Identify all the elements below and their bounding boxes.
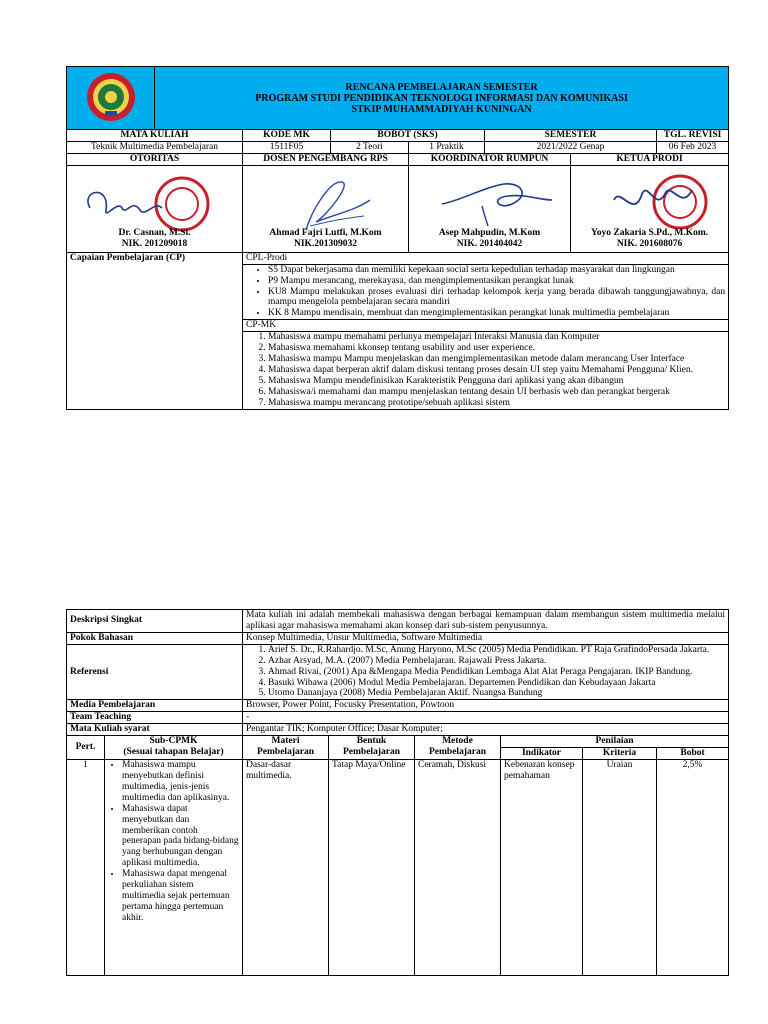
koordinator-name: Asep Mahpudin, M.Kom	[438, 227, 541, 238]
header-metode-line-2: Pembelajaran	[429, 747, 486, 758]
label-kode-mk: KODE MK	[243, 130, 331, 142]
deskripsi-value: Mata kuliah ini adalah membekali mahasiswa dengan berbagai kemampuan dalam membangun sistem multimedia melalui aplikasi agar mahasiswa memahami akan konsep dari sub-sistem penyusunnya.	[243, 610, 729, 633]
header-bentuk	[329, 736, 415, 760]
syarat-value: Pengantar TIK; Komputer Office; Dasar Komputer;	[243, 724, 729, 736]
koordinator-nik: NIK. 201404042	[456, 238, 523, 249]
cp-mk-item: 7. Mahasiswa mampu merancang prototipe/sebuah aplikasi sistem	[268, 398, 725, 409]
course-label-row	[67, 130, 729, 142]
row-indikator: Kebenaran konsep pemahaman	[501, 759, 583, 975]
stkip-logo	[80, 71, 142, 123]
cp-prodi-title-row	[67, 252, 729, 264]
cp-prodi-list	[243, 264, 729, 320]
header-pert: Pert.	[67, 736, 105, 760]
cp-prodi-title: CPL-Prodi	[243, 252, 729, 264]
value-kode-mk: 1511F05	[243, 141, 331, 153]
signature-ketua	[571, 165, 729, 252]
cp-mk-item: 2. Mahasiswa memahami kkonsep tentang usability and user experience.	[268, 343, 725, 354]
header-metode	[415, 736, 501, 760]
row-metode: Ceramah, Diskusi	[415, 759, 501, 975]
header-kriteria: Kriteria	[583, 748, 657, 760]
referensi-item: 4. Basuki Wibawa (2006) Modul Media Pembelajaran. Departemen Pendidikan dan Kebudayaan Jakarta	[268, 678, 725, 689]
referensi-item: 3. Ahmad Rivai, (2001) Apa &Mengapa Media Pendidikan Lembaga Alat Alat Peraga Pengajaran. IKIP Bandung.	[268, 667, 725, 678]
signature-dosen	[243, 165, 409, 252]
row-materi: Dasar-dasar multimedia.	[243, 759, 329, 975]
cp-mk-list	[243, 332, 729, 409]
header-sub-cpmk-line-2: (Sesuai tahapan Belajar)	[123, 747, 224, 758]
syarat-label: Mata Kuliah syarat	[67, 724, 243, 736]
value-mata-kuliah: Teknik Multimedia Pembelajaran	[67, 141, 243, 153]
sub-cpmk-item: • Mahasiswa dapat menyebutkan dan memberikan contoh penerapan pada bidang-bidang yang berhubungan dengan aplikasi multimedia.	[122, 804, 239, 870]
header-line-2: PROGRAM STUDI PENDIDIKAN TEKNOLOGI INFORMASI DAN KOMUNIKASI	[255, 92, 628, 104]
dosen-nik: NIK.201309032	[293, 238, 358, 249]
label-mata-kuliah: MATA KULIAH	[67, 130, 243, 142]
header-bobot: Bobot	[657, 748, 729, 760]
header-line-1: RENCANA PEMBELAJARAN SEMESTER	[345, 81, 538, 93]
cp-label: Capaian Pembelajaran (CP)	[67, 252, 243, 409]
label-dosen-pengembang: DOSEN PENGEMBANG RPS	[243, 153, 409, 165]
value-teori: 2 Teori	[331, 141, 409, 153]
row-sub-cpmk	[105, 759, 243, 975]
cp-mk-title: CP-MK	[243, 320, 729, 332]
sub-cpmk-item: • Mahasiswa mampu menyebutkan definisi multimedia, jenis-jenis multimedia dan aplikasinya.	[122, 760, 239, 804]
authority-label-row	[67, 153, 729, 165]
media-value: Browser, Power Point, Focusky Presentation, Powtoon	[243, 700, 729, 712]
media-row	[67, 700, 729, 712]
deskripsi-label: Deskripsi Singkat	[67, 610, 243, 633]
cp-mk-item: 5. Mahasiswa Mampu mendefinisikan Karakteristik Pengguna dari aplikasi yang akan dibangun	[268, 376, 725, 387]
header-bentuk-line-1: Bentuk	[356, 736, 387, 747]
referensi-item: 5. Utomo Dananjaya (2008) Media Pembelajaran Aktif. Nuangsa Bandung	[268, 688, 725, 699]
value-tgl-revisi: 06 Feb 2023	[657, 141, 729, 153]
header-metode-line-1: Metode	[442, 736, 473, 747]
label-bobot: BOBOT (SKS)	[331, 130, 485, 142]
cp-prodi-item: • S5 Dapat bekerjasama dan memiliki kepekaan social serta kepedulian terhadap masyarakat dan lingkungan	[268, 265, 725, 276]
cp-mk-item: 4. Mahasiswa dapat berperan aktif dalam diskusi tentang proses desain UI step yaitu Memahami Pengguna/ Klien.	[268, 365, 725, 376]
cp-prodi-item: • P9 Mampu merancang, merekayasa, dan mengimplementasikan perangkat lunak	[268, 276, 725, 287]
header-line-3: STKIP MUHAMMADIYAH KUNINGAN	[351, 103, 532, 115]
pokok-row	[67, 632, 729, 644]
referensi-item: 2. Azhar Arsyad, M.A. (2007) Media Pembelajaran. Rajawali Press Jakarta.	[268, 656, 725, 667]
pokok-label: Pokok Bahasan	[67, 632, 243, 644]
signature-koordinator	[409, 165, 571, 252]
media-label: Media Pembelajaran	[67, 700, 243, 712]
otoritas-nik: NIK. 201209018	[121, 238, 188, 249]
header-indikator: Indikator	[501, 748, 583, 760]
otoritas-name: Dr. Casnan, M.Si.	[118, 227, 191, 238]
plan-row	[67, 759, 729, 975]
header-bentuk-line-2: Pembelajaran	[343, 747, 400, 758]
referensi-item: 1. Arief S. Dr., R.Rahardjo. M.Sc, Anung Haryono, M.Sc (2005) Media Pendidikan. PT Raja GrafindoPersada Jakarta.	[268, 645, 725, 656]
team-label: Team Teaching	[67, 712, 243, 724]
header-sub-cpmk	[105, 736, 243, 760]
header-materi-line-1: Materi	[271, 736, 300, 747]
header-sub-cpmk-line-1: Sub-CPMK	[149, 736, 198, 747]
header-penilaian: Penilaian	[501, 736, 729, 748]
team-row	[67, 712, 729, 724]
logo-cell	[67, 67, 155, 130]
rps-detail-table	[66, 609, 729, 976]
plan-header-row-1	[67, 736, 729, 748]
deskripsi-row	[67, 610, 729, 633]
value-semester: 2021/2022 Genap	[485, 141, 657, 153]
referensi-list	[243, 644, 729, 700]
signature-otoritas	[67, 165, 243, 252]
ketua-name: Yoyo Zakaria S.Pd., M.Kom.	[590, 227, 709, 238]
team-value: -	[243, 712, 729, 724]
dosen-name: Ahmad Fajri Lutfi, M.Kom	[269, 227, 382, 238]
referensi-label: Referensi	[67, 644, 243, 700]
header-materi-line-2: Pembelajaran	[257, 747, 314, 758]
row-bentuk: Tatap Maya/Online	[329, 759, 415, 975]
header-materi	[243, 736, 329, 760]
label-semester: SEMESTER	[485, 130, 657, 142]
ketua-nik: NIK. 201608076	[616, 238, 683, 249]
row-kriteria: Uraian	[583, 759, 657, 975]
referensi-row	[67, 644, 729, 700]
pokok-value: Konsep Multimedia, Unsur Multimedia, Software Multimedia	[243, 632, 729, 644]
cp-prodi-item: • KK 8 Mampu mendisain, membuat dan mengimplementasikan perangkat lunak multimedia pembelajaran	[268, 308, 725, 319]
course-value-row	[67, 141, 729, 153]
rps-header-table	[66, 66, 729, 410]
cp-mk-item: 3. Mahasiswa mampu Mampu menjelaskan dan mengimplementasikan metode dalam merancang User Interface	[268, 354, 725, 365]
sub-cpmk-item: • Mahasiswa dapat mengenal perkuliahan sistem multimedia sejak pertemuan pertama hingga pertemuan akhir.	[122, 869, 239, 924]
label-koordinator-rumpun: KOORDINATOR RUMPUN	[409, 153, 571, 165]
cp-mk-item: 1. Mahasiswa mampu memahami perlunya mempelajari Interaksi Manusia dan Komputer	[268, 332, 725, 343]
row-bobot: 2,5%	[657, 759, 729, 975]
row-pert: 1	[67, 759, 105, 975]
label-tgl-revisi: TGL. REVISI	[657, 130, 729, 142]
signature-row	[67, 165, 729, 252]
value-praktik: 1 Praktik	[409, 141, 485, 153]
header-band	[67, 67, 729, 130]
syarat-row	[67, 724, 729, 736]
cp-mk-item: 6. Mahasiswa/i memahami dan mampu menjelaskan tentang desain UI berbasis web dan perangkat bergerak	[268, 387, 725, 398]
label-otoritas: OTORITAS	[67, 153, 243, 165]
cp-prodi-item: • KU8 Mampu melakukan proses evaluasi diri terhadap kelompok kerja yang berada dibawah tanggungjawabnya, dan mampu mengelola pembelajaran secara mandiri	[268, 287, 725, 309]
label-ketua-prodi: KETUA PRODI	[571, 153, 729, 165]
header-title	[155, 67, 729, 130]
